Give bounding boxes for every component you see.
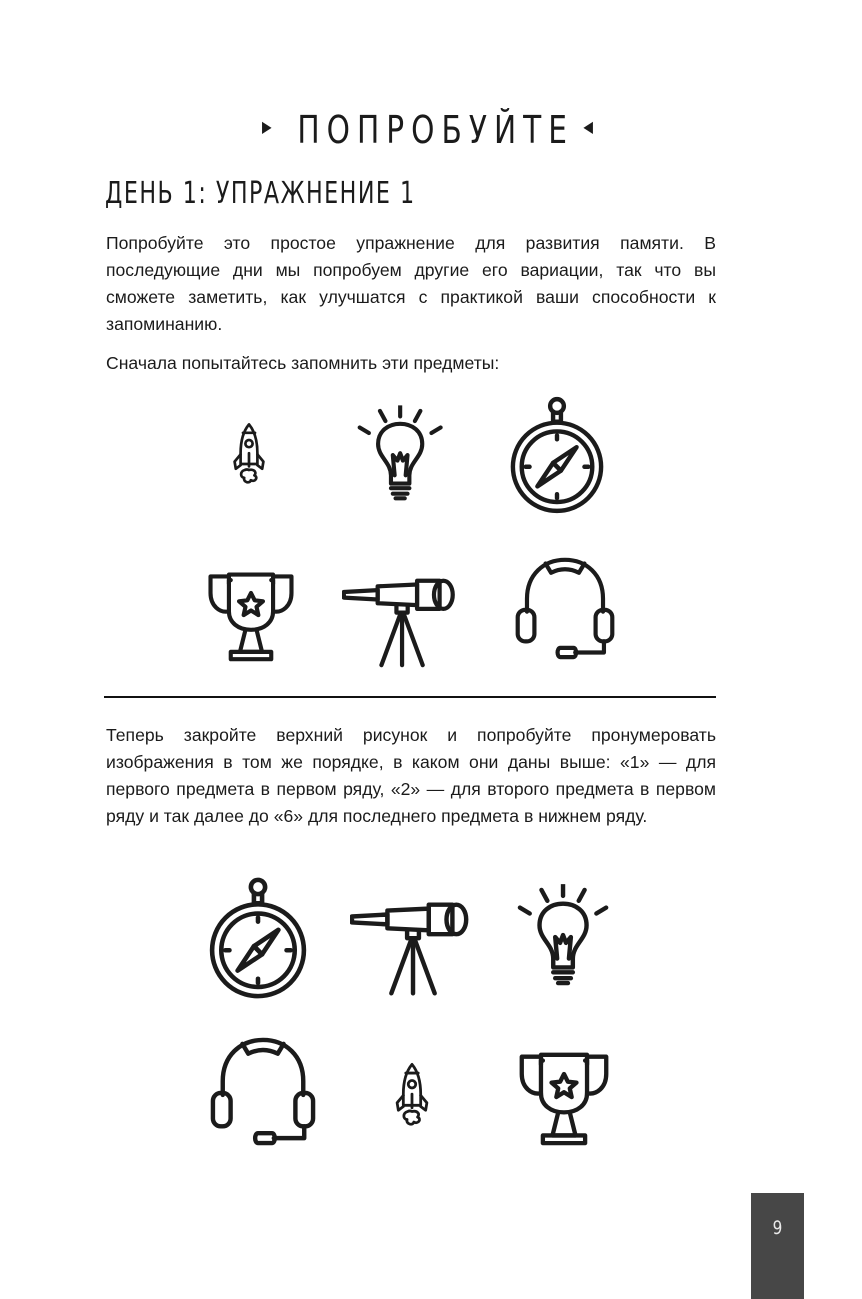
- compass-icon: [207, 876, 309, 1000]
- page-title-text: ПОПРОБУЙТЕ: [297, 108, 575, 152]
- page-number-tab: [751, 1193, 804, 1299]
- page-number: 9: [772, 1217, 783, 1239]
- headset-icon: [514, 550, 616, 666]
- intro-paragraph: Попробуйте это простое упражнение для развития памяти. В последующие дни мы попробуем другие его вариации, так что вы сможете заметить, как улучшатся с практикой ваши способности к запоминанию.: [106, 233, 716, 334]
- telescope-icon: [342, 574, 464, 670]
- triangle-right-icon: ▶: [261, 117, 279, 136]
- triangle-left-icon: ◀: [583, 117, 601, 136]
- page-title: [95, 108, 767, 152]
- trophy-icon: [205, 562, 297, 670]
- rocket-icon: [381, 1034, 443, 1158]
- telescope-icon: [350, 898, 478, 998]
- rocket-icon: [219, 396, 279, 514]
- trophy-icon: [516, 1042, 612, 1154]
- divider: [104, 696, 716, 698]
- section-subtitle: ДЕНЬ 1: УПРАЖНЕНИЕ 1: [105, 176, 416, 211]
- headset-icon: [209, 1030, 317, 1152]
- lightbulb-icon: [356, 397, 448, 515]
- lightbulb-icon: [516, 876, 614, 1000]
- compass-icon: [508, 396, 606, 514]
- task-paragraph: Теперь закройте верхний рисунок и попробуйте пронумеровать изображения в том же порядке, в каком они даны выше: «1» — для первого предмета в первом ряду, «2» — для второго предмета в первом ряду и так далее до «6» для последнего предмета в нижнем ряду.: [106, 725, 716, 826]
- instruction-paragraph: Сначала попытайтесь запомнить эти предметы:: [106, 353, 500, 373]
